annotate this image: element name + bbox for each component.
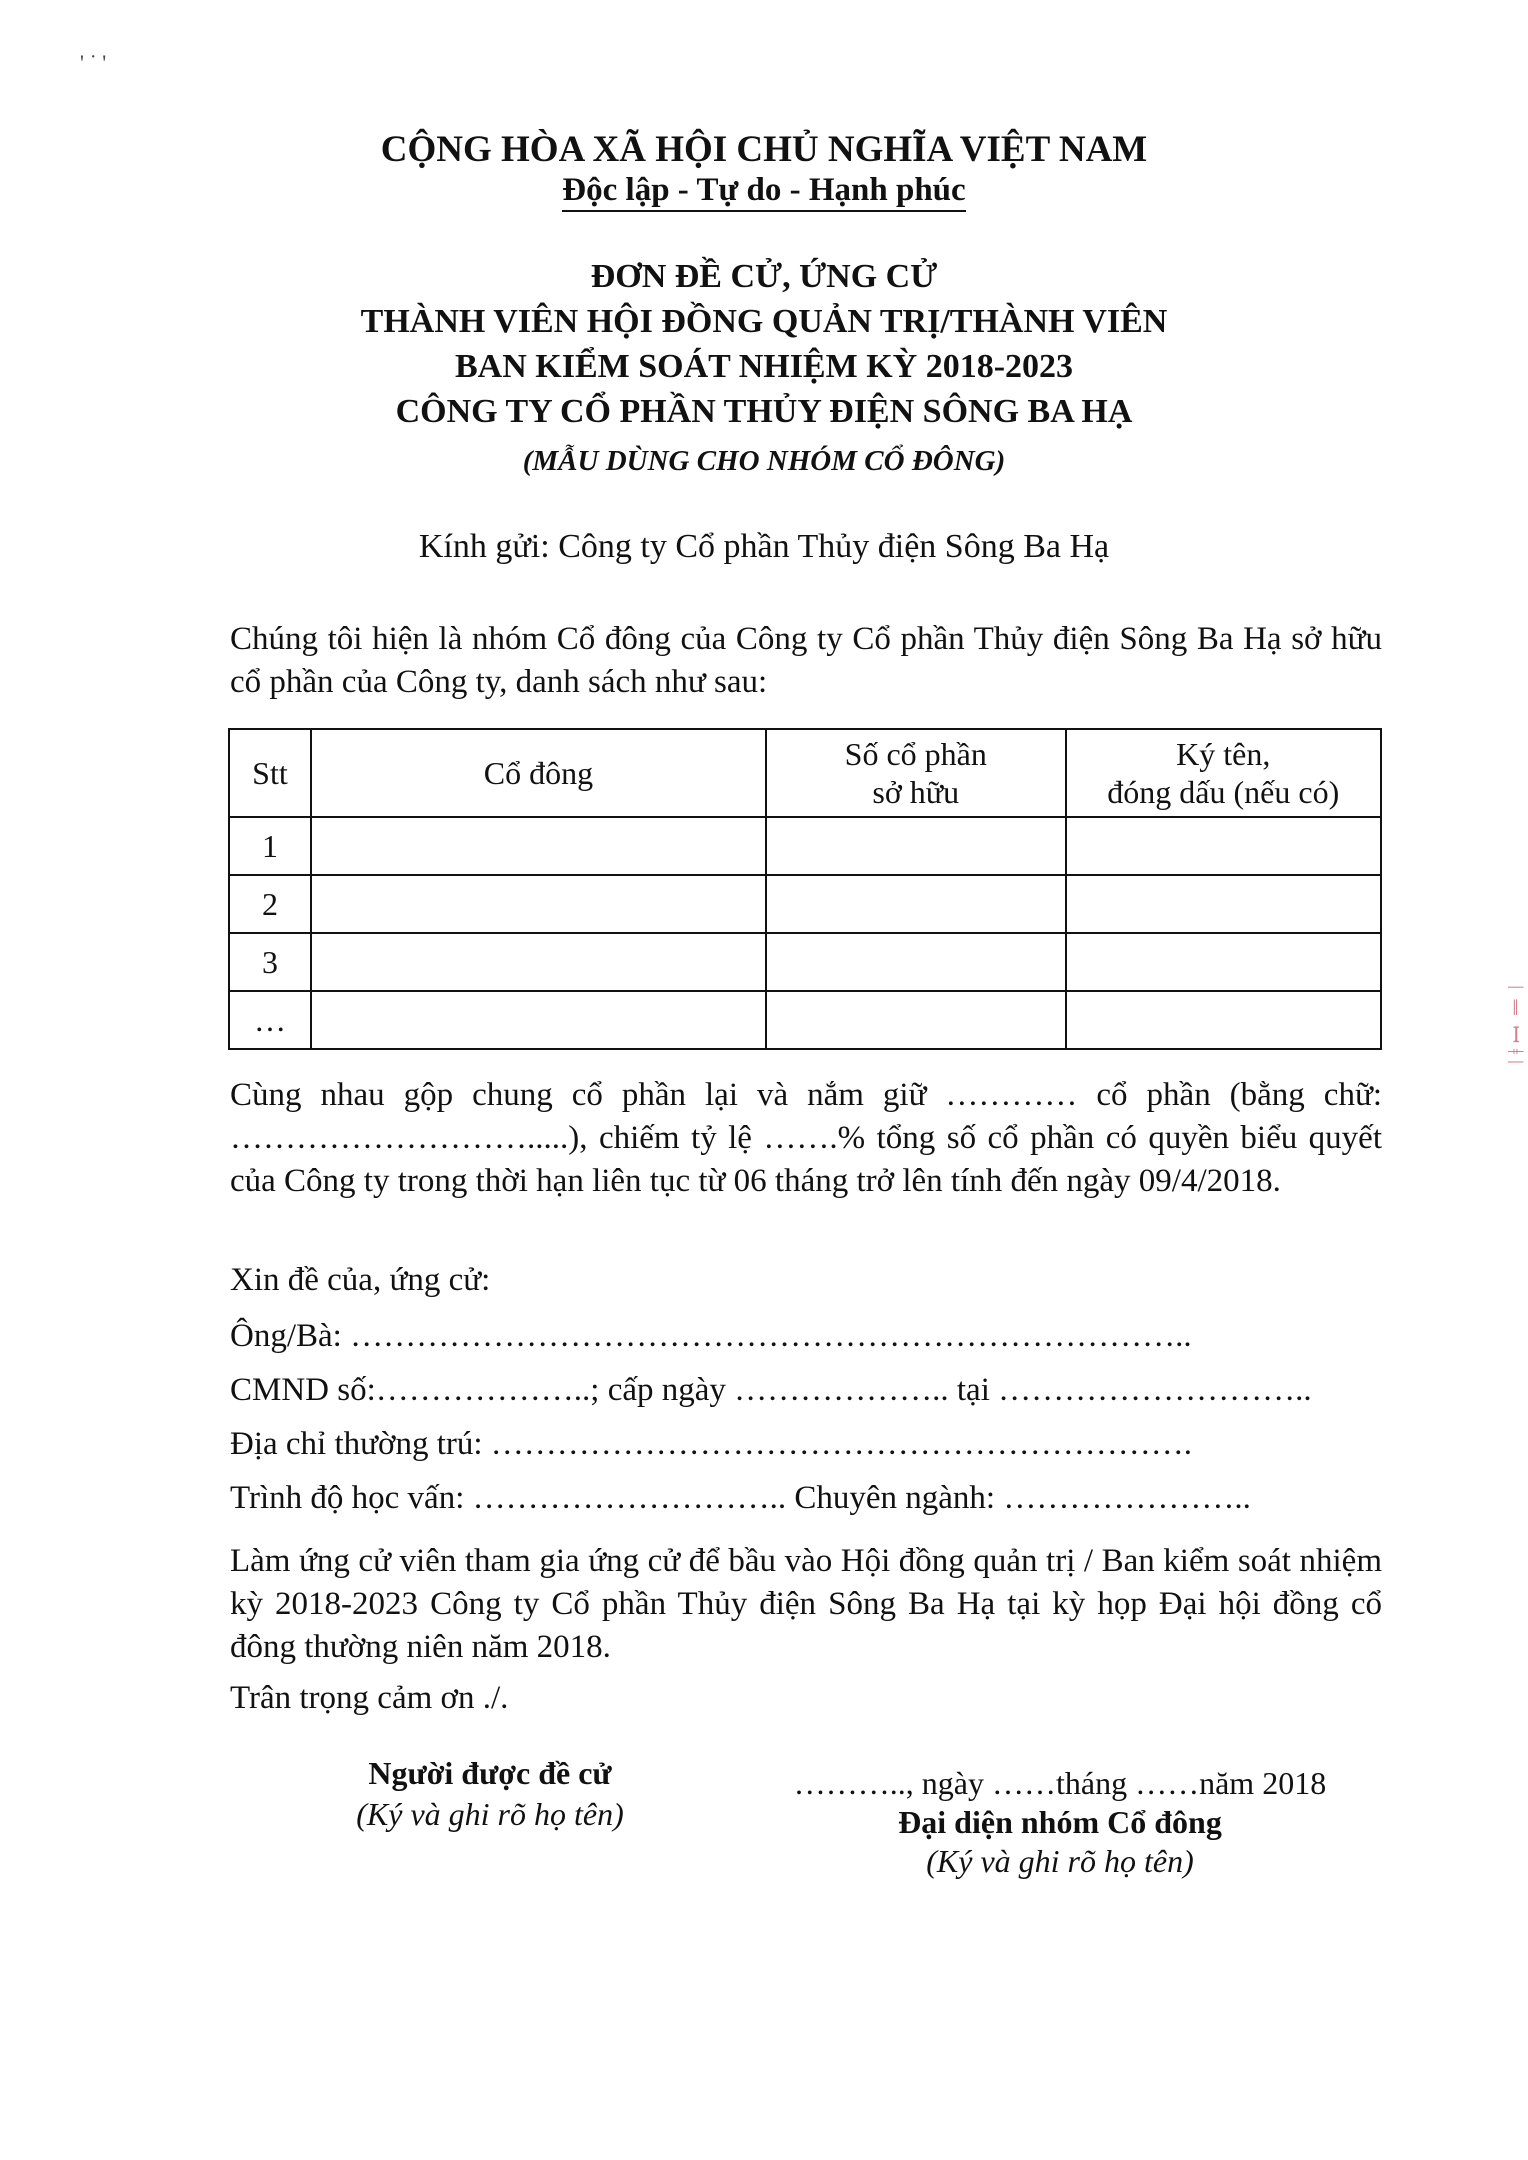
nominate-label: Xin đề của, ứng cử: [230, 1262, 491, 1298]
aggregate-paragraph: Cùng nhau gộp chung cổ phần lại và nắm giữ ………… cổ phần (bằng chữ: ……………………….....), chiếm tỷ lệ …….% tổng số cổ phần có quyền biểu quyết của Công ty trong thời hạn liên tục từ 06 tháng trở lên tính đến ngày 09/4/2018. [230, 1077, 1382, 1199]
col-header-stt: Stt [229, 729, 311, 817]
row-number: … [229, 991, 311, 1049]
shares-cell[interactable] [766, 991, 1065, 1049]
table-row [229, 991, 1381, 1049]
col-header-shares-line2: sở hữu [872, 774, 960, 810]
shareholder-cell[interactable] [311, 991, 766, 1049]
signature-cell[interactable] [1066, 933, 1381, 991]
margin-stamp-mark: ǀ ‖ ꟷ ǂ ǀ [1503, 985, 1528, 1065]
purpose-paragraph: Làm ứng cử viên tham gia ứng cử để bầu vào Hội đồng quản trị / Ban kiểm soát nhiệm kỳ 2018-2023 Công ty Cổ phần Thủy điện Sông Ba Hạ tại kỳ họp Đại hội đồng cổ đông thường niên năm 2018. [230, 1543, 1382, 1665]
scan-specks: ' ˙ ' [80, 50, 107, 75]
country-heading: CỘNG HÒA XÃ HỘI CHỦ NGHĨA VIỆT NAM [380, 129, 1148, 170]
nominee-note: (Ký và ghi rõ họ tên) [356, 1796, 624, 1832]
signature-cell[interactable] [1066, 991, 1381, 1049]
representative-signature-block [740, 1765, 1380, 1880]
representative-note: (Ký và ghi rõ họ tên) [926, 1843, 1194, 1879]
form-title-line1: ĐƠN ĐỀ CỬ, ỨNG CỬ [590, 258, 938, 295]
form-title-line4: CÔNG TY CỔ PHẦN THỦY ĐIỆN SÔNG BA HẠ [395, 393, 1133, 430]
representative-title: Đại diện nhóm Cổ đông [898, 1804, 1222, 1840]
form-title-line3: BAN KIỂM SOÁT NHIỆM KỲ 2018-2023 [454, 348, 1074, 385]
form-subtitle: (MẪU DÙNG CHO NHÓM CỔ ĐÔNG) [522, 445, 1006, 477]
shareholder-cell[interactable] [311, 817, 766, 875]
candidate-education-field[interactable]: Trình độ học vấn: ……………………….. Chuyên ngành: ………………….. [230, 1480, 1251, 1516]
table-row [229, 933, 1381, 991]
nominee-signature-block [290, 1755, 690, 1833]
nominee-title: Người được đề cử [368, 1755, 612, 1791]
row-number: 2 [229, 875, 311, 933]
row-number: 1 [229, 817, 311, 875]
shareholder-table [228, 728, 1382, 1050]
shareholder-cell[interactable] [311, 875, 766, 933]
closing-line: Trân trọng cảm ơn ./. [230, 1680, 509, 1716]
col-header-shareholder: Cổ đông [311, 729, 766, 817]
shares-cell[interactable] [766, 817, 1065, 875]
signature-cell[interactable] [1066, 817, 1381, 875]
col-header-shares-line1: Số cổ phần [844, 736, 987, 772]
table-row [229, 817, 1381, 875]
col-header-signature-line1: Ký tên, [1176, 736, 1271, 772]
shareholder-cell[interactable] [311, 933, 766, 991]
motto [0, 172, 1528, 209]
col-header-signature-line2: đóng dấu (nếu có) [1107, 774, 1340, 810]
table-header-row [229, 729, 1381, 817]
table-row [229, 875, 1381, 933]
candidate-id-field[interactable]: CMND số:………………..; cấp ngày ……………….. tại ……………………….. [230, 1372, 1312, 1408]
candidate-address-field[interactable]: Địa chỉ thường trú: ………………………………………………………. [230, 1426, 1193, 1462]
row-number: 3 [229, 933, 311, 991]
recipient-line: Kính gửi: Công ty Cổ phần Thủy điện Sông Ba Hạ [418, 528, 1110, 565]
signature-cell[interactable] [1066, 875, 1381, 933]
intro-paragraph: Chúng tôi hiện là nhóm Cổ đông của Công ty Cổ phần Thủy điện Sông Ba Hạ sở hữu cổ phần của Công ty, danh sách như sau: [230, 621, 1382, 700]
shares-cell[interactable] [766, 933, 1065, 991]
candidate-name-field[interactable]: Ông/Bà: ………………………………………………………………….. [230, 1318, 1192, 1354]
col-header-signature [1066, 729, 1381, 817]
form-title-line2: THÀNH VIÊN HỘI ĐỒNG QUẢN TRỊ/THÀNH VIÊN [360, 303, 1168, 340]
motto-text: Độc lập - Tự do - Hạnh phúc [562, 172, 965, 212]
col-header-shares [766, 729, 1065, 817]
shares-cell[interactable] [766, 875, 1065, 933]
date-line: ……….., ngày ……tháng ……năm 2018 [793, 1765, 1327, 1801]
